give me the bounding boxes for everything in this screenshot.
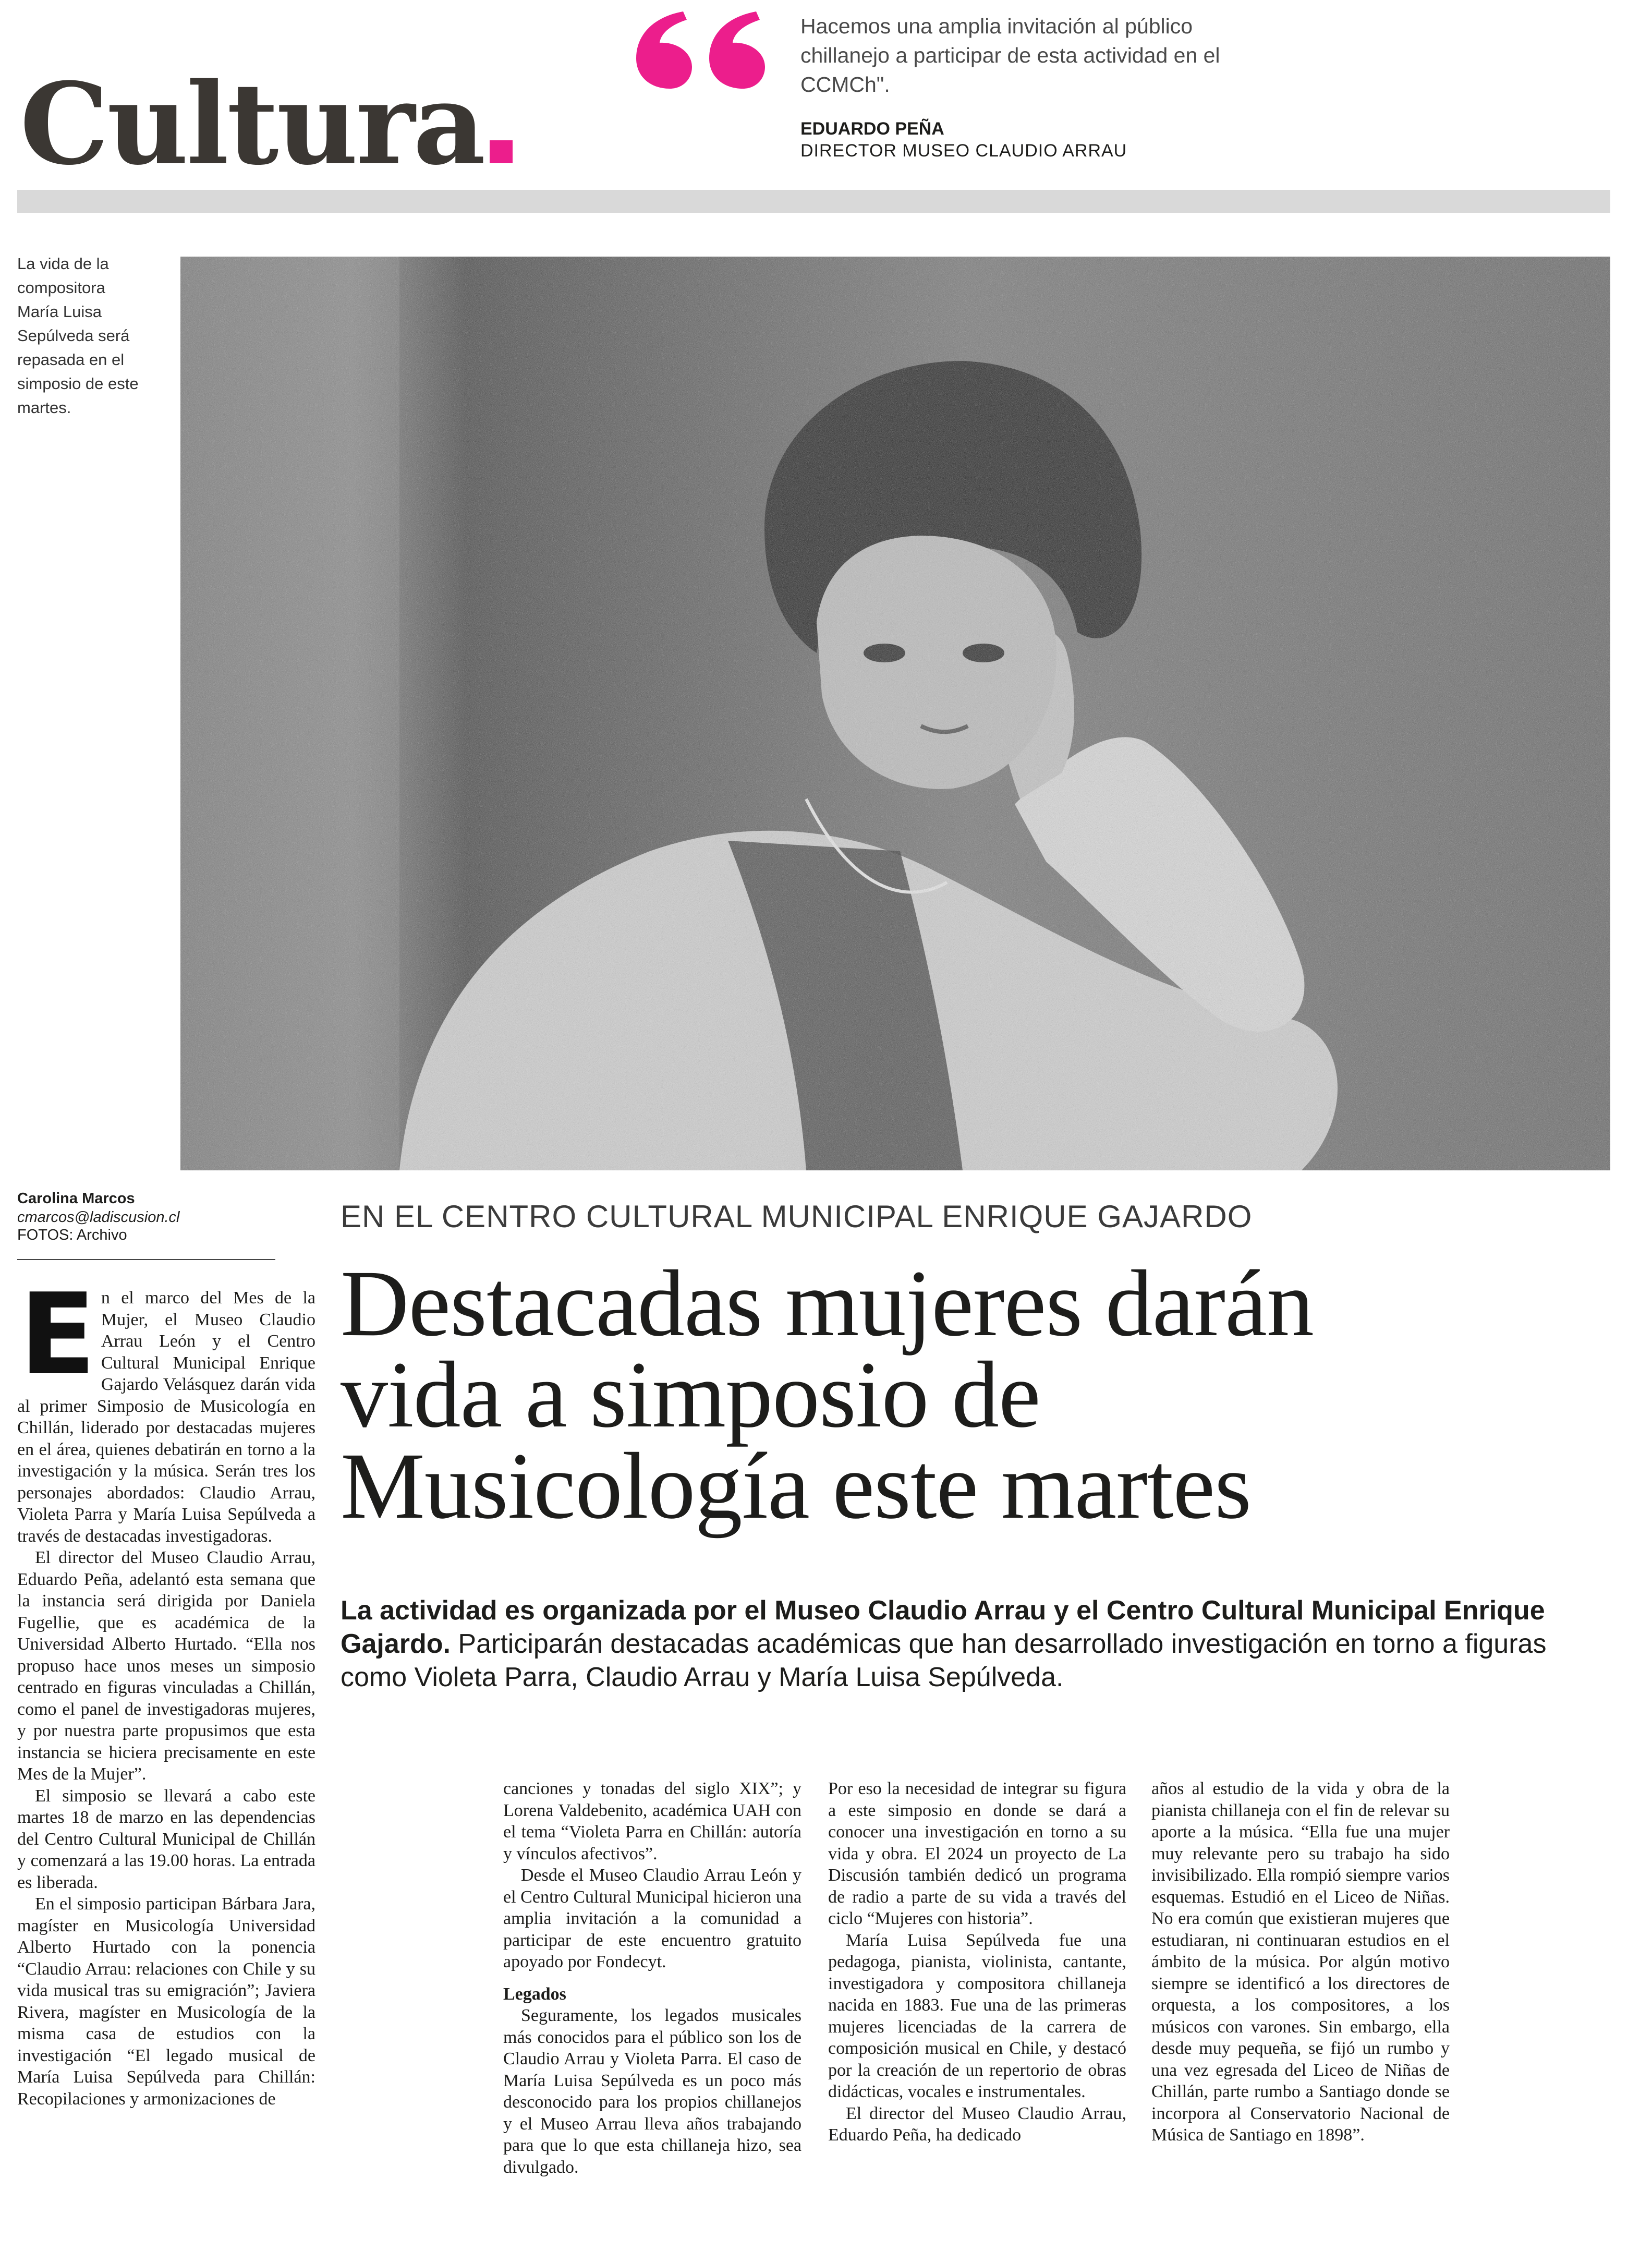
article-headline: Destacadas mujeres darán vida a simposio de Musicología este martes — [341, 1251, 1314, 1539]
paragraph: años al estudio de la vida y obra de la pianista chillaneja con el fin de relevar su aporte a la música. “Ella fue una mujer muy relevante pero su trabajo ha sido invisibilizado. Ella rompió siempre varios esquemas. Estudió en el Liceo de Niñas. No era común que existieran mujeres que estudiaran, ni continuaran estudios en el ámbito de la música. Por algún motivo siempre se identificó a los directores de orquesta, a los compositores, a los músicos con varones. Sin embargo, ella desde muy pequeña, se fijó un rumbo y una vez egresada del Liceo de Niñas de Chillán, parte rumbo a Santiago donde se incorpora al Conservatorio Nacional de Música de Santiago en 1898”. — [1151, 1779, 1450, 2145]
pull-quote-author: EDUARDO PEÑA — [800, 119, 944, 139]
article-kicker: EN EL CENTRO CULTURAL MUNICIPAL ENRIQUE GAJARDO — [341, 1199, 1253, 1234]
paragraph: En el simposio participan Bárbara Jara, magíster en Musicología Universidad Alberto Hurtado con la ponencia “Claudio Arrau: relaciones con Chile y su vida musical tras su emigración”; Javiera Rivera, magíster en Musicología de la misma casa de estudios con la investigación “El legado musical de María Luisa Sepúlveda para Chillán: Recopilaciones y armonizaciones de — [17, 1894, 315, 2109]
article-column-2 — [503, 1778, 801, 2178]
byline-author: Carolina Marcos — [17, 1190, 135, 1207]
paragraph: El director del Museo Claudio Arrau, Eduardo Peña, ha dedicado — [828, 2103, 1126, 2145]
paragraph: Desde el Museo Claudio Arrau León y el Centro Cultural Municipal hicieron una amplia invitación a la comunidad a participar de este encuentro gratuito apoyado por Fondecyt. — [503, 1866, 801, 1971]
byline-photo-credit: FOTOS: Archivo — [17, 1227, 127, 1243]
pull-quote-role: DIRECTOR MUSEO CLAUDIO ARRAU — [800, 141, 1127, 161]
lede-regular: Participarán destacadas académicas que han desarrollado investigación en torno a figuras como Violeta Parra, Claudio Arrau y María Luisa Sepúlveda. — [341, 1629, 1547, 1692]
paragraph: María Luisa Sepúlveda fue una pedagoga, pianista, violinista, cantante, investigadora y compositora chillaneja nacida en 1883. Fue una de las primeras mujeres licenciadas de la carrera de composición musical en Chile, y destacó por la creación de un repertorio de obras didácticas, vocales e instrumentales. — [828, 1930, 1126, 2101]
paragraph: El simposio se llevará a cabo este martes 18 de marzo en las dependencias del Centro Cultural Municipal de Chillán y comenzará a las 19.00 horas. La entrada es liberada. — [17, 1786, 315, 1892]
paragraph: n el marco del Mes de la Mujer, el Museo Claudio Arrau León y el Centro Cultural Municipal Enrique Gajardo Velásquez darán vida al primer Simposio de Musicología en Chillán, liderado por destacadas mujeres en el área, quienes debatirán en torno a la investigación y la música. Serán tres los personajes abordados: Claudio Arrau, Violeta Parra y María Luisa Sepúlveda a través de destacadas investigadoras. — [17, 1288, 315, 1546]
drop-cap: E — [19, 1269, 96, 1400]
title-accent-dot — [490, 140, 513, 163]
byline-divider — [17, 1259, 275, 1260]
photo-caption: La vida de la compositora María Luisa Sepúlveda será repasada en el simposio de este martes. — [17, 255, 139, 417]
article-column-1 — [17, 1269, 315, 2110]
paragraph: Por eso la necesidad de integrar su figura a este simposio en donde se dará a conocer una investigación en torno a su vida y obra. El 2024 un proyecto de La Discusión también dedicó un programa de radio a parte de su vida a través del ciclo “Mujeres con historia”. — [828, 1779, 1126, 1928]
portrait-illustration — [180, 257, 1610, 1170]
header-divider-bar — [17, 190, 1610, 213]
article-column-3 — [828, 1778, 1126, 2146]
paragraph: Seguramente, los legados musicales más conocidos para el público son los de Claudio Arrau y Violeta Parra. El caso de María Luisa Sepúlveda es un poco más desconocido para los propios chillanejos y el Museo Arrau lleva años trabajando para que lo que esta chillaneja hizo, sea divulgado. — [503, 2006, 801, 2177]
quote-marks-icon — [634, 10, 774, 89]
paragraph: El director del Museo Claudio Arrau, Eduardo Peña, adelantó esta semana que la instancia será dirigida por Daniela Fugellie, que es académica de la Universidad Alberto Hurtado. “Ella nos propuso hace unos meses un simposio centrado en figuras vinculadas a Chillán, como el panel de investigadoras mujeres, y por nuestra parte propusimos que esta instancia se hiciera precisamente en este Mes de la Mujer”. — [17, 1548, 315, 1784]
section-title: Cultura — [20, 68, 513, 180]
article-column-4 — [1151, 1778, 1450, 2146]
pull-quote-text: Hacemos una amplia invitación al público chillanejo a participar de esta actividad en el CCMCh". — [800, 14, 1220, 96]
lede-bold: La actividad es organizada por el Museo Claudio Arrau y el Centro Cultural Municipal Enrique Gajardo. — [341, 1595, 1545, 1659]
byline-email[interactable]: cmarcos@ladiscusion.cl — [17, 1209, 180, 1226]
subheading: Legados — [503, 1984, 566, 2004]
article-lede — [341, 1594, 1592, 1694]
portrait-photo — [180, 257, 1610, 1170]
paragraph: canciones y tonadas del siglo XIX”; y Lorena Valdebenito, académica UAH con el tema “Violeta Parra en Chillán: autoría y vínculos afectivos”. — [503, 1779, 801, 1863]
